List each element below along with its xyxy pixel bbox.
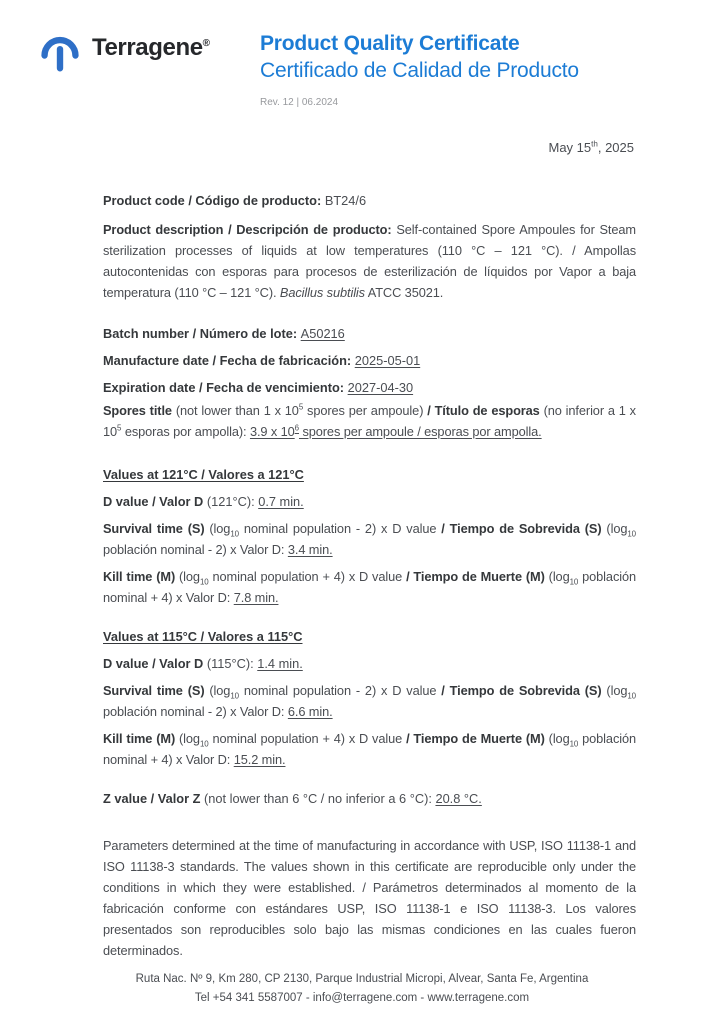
survival-time-115-line: Survival time (S) ($\log_{10}$ nominal population - 2) x D value / Tiempo de Sobrevida (S) ($\log_{10}$ población nominal - 2) x Valor D: 6.6 min.	[103, 683, 636, 719]
product-description: Product description / Descripción de producto: Self-contained Spore Ampoules for Steam sterilization processes of liquids at low temperatures (110 °C – 121 °C). / Ampollas autocontenidas con esporas para procesos de esterilización de líquidos por Vapor a baja temperatura (110 °C – 121 °C). Bacillus subtilis ATCC 35021.	[103, 222, 636, 300]
brand-name: Terragene	[92, 34, 203, 61]
spores-title-line: Spores title (not lower than 1 x $10^5$ spores per ampoule) / Título de esporas (no inferior a 1 x $10^5$ esporas por ampolla): 3.9 x $10^6$ spores per ampoule / esporas por ampolla.	[103, 402, 636, 439]
registered-mark: ®	[202, 38, 210, 49]
title-spanish: Certificado de Calidad de Producto	[260, 59, 579, 82]
header	[40, 28, 634, 108]
z-value-line: Z value / Valor Z (not lower than 6 °C / no inferior a 6 °C): 20.8 °C.	[103, 791, 482, 806]
footer-contact: Tel +54 341 5587007 - info@terragene.com - www.terragene.com	[194, 992, 530, 1004]
expiration-date-line: Expiration date / Fecha de vencimiento: 2027-04-30	[103, 380, 414, 395]
footer	[0, 970, 724, 1008]
certificate-body	[103, 190, 636, 961]
section-heading-115: Values at 115°C / Valores a 115°C	[103, 629, 303, 644]
brand-wordmark	[92, 34, 210, 62]
batch-number-line: Batch number / Número de lote: A50216	[103, 326, 345, 341]
d-value-121-line: D value / Valor D (121°C): 0.7 min.	[103, 494, 304, 509]
document-titles	[260, 30, 579, 108]
survival-time-121-line: Survival time (S) ($\log_{10}$ nominal population - 2) x D value / Tiempo de Sobrevida (S) ($\log_{10}$ población nominal - 2) x Valor D: 3.4 min.	[103, 521, 636, 557]
section-heading-121: Values at 121°C / Valores a 121°C	[103, 467, 304, 482]
issue-date: May 15th, 2025	[548, 139, 634, 155]
footer-address: Ruta Nac. Nº 9, Km 280, CP 2130, Parque Industrial Micropi, Alvear, Santa Fe, Argentina	[135, 973, 589, 985]
title-english: Product Quality Certificate	[260, 32, 520, 55]
product-code-line: Product code / Código de producto: BT24/6	[103, 193, 367, 208]
d-value-115-line: D value / Valor D (115°C): 1.4 min.	[103, 656, 303, 671]
parameters-paragraph: Parameters determined at the time of manufacturing in accordance with USP, ISO 11138-1 and ISO 11138-3 standards. The values shown in this certificate are reproducible only under the conditions in which they were established. / Parámetros determinados al momento de la fabricación conforme con estándares USP, ISO 11138-1 e ISO 11138-3. Los valores presentados son reproducibles solo bajo las mismas condiciones en las cuales fueron determinados.	[103, 838, 636, 958]
kill-time-115-line: Kill time (M) ($\log_{10}$ nominal population + 4) x D value / Tiempo de Muerte (M) ($\log_{10}$ población nominal + 4) x Valor D: 15.2 min.	[103, 731, 637, 767]
kill-time-121-line: Kill time (M) ($\log_{10}$ nominal population + 4) x D value / Tiempo de Muerte (M) ($\log_{10}$ población nominal + 4) x Valor D: 7.8 min.	[103, 569, 637, 605]
revision-label: Rev. 12 | 06.2024	[260, 97, 339, 108]
manufacture-date-line: Manufacture date / Fecha de fabricación: 2025-05-01	[103, 353, 421, 368]
terragene-arch-icon	[40, 28, 80, 74]
